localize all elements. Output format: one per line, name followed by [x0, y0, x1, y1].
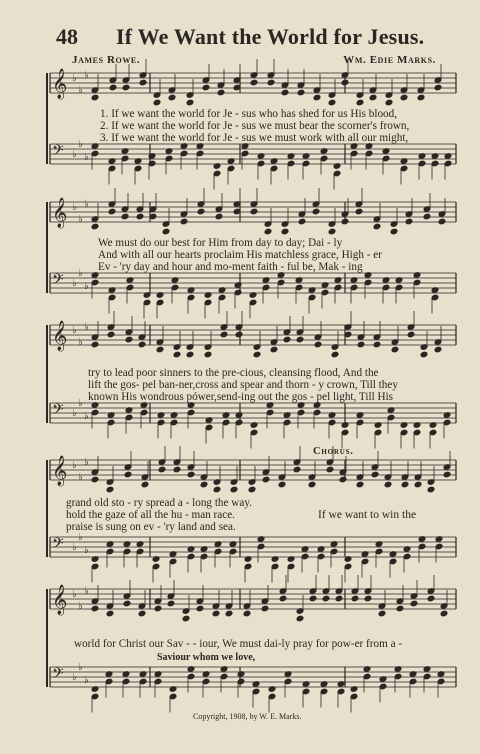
note-head: [296, 336, 304, 343]
note-head: [213, 486, 221, 493]
note-head: [298, 218, 306, 225]
note-head: [167, 600, 175, 607]
flat-icon: ♭: [72, 73, 77, 84]
lyric-chorus-start: If we want to win the: [318, 509, 417, 521]
lyric-verse3-line4: praise is sung on ev - 'ry land and sea.: [66, 521, 236, 533]
note-head: [328, 228, 336, 235]
note-head: [293, 466, 301, 473]
note-head: [356, 99, 364, 106]
flat-icon: ♭: [84, 411, 89, 422]
note-head: [200, 481, 208, 488]
bass-clef-icon: 𝄢: [52, 142, 64, 163]
flat-icon: ♭: [84, 457, 89, 468]
composer-credit: Wm. Edie Marks.: [343, 54, 436, 66]
note-head: [351, 595, 359, 602]
note-head: [91, 476, 99, 483]
note-head: [326, 466, 334, 473]
note-head: [385, 99, 393, 106]
flat-icon: ♭: [78, 662, 83, 673]
note-head: [405, 218, 413, 225]
lyric-verse1-line4: grand old sto - ry spread a - long the way.: [66, 497, 252, 509]
note-head: [173, 351, 181, 358]
flat-icon: ♭: [72, 589, 77, 600]
flat-icon: ♭: [84, 675, 89, 686]
note-head: [364, 595, 372, 602]
note-head: [313, 94, 321, 101]
note-head: [235, 331, 243, 338]
note-head: [309, 595, 317, 602]
bass-clef-icon: 𝄢: [52, 401, 64, 422]
note-head: [196, 605, 204, 612]
flat-icon: ♭: [84, 199, 89, 210]
note-head: [173, 466, 181, 473]
note-head: [440, 610, 448, 617]
flat-icon: ♭: [84, 322, 89, 333]
note-head: [314, 341, 322, 348]
note-head: [125, 336, 133, 343]
flat-icon: ♭: [72, 202, 77, 213]
note-head: [296, 615, 304, 622]
treble-clef-icon: 𝄞: [52, 198, 68, 228]
flat-icon: ♭: [78, 601, 83, 612]
note-head: [180, 218, 188, 225]
note-head: [283, 336, 291, 343]
flat-icon: ♭: [84, 545, 89, 556]
note-head: [335, 595, 343, 602]
lyric-verse1-line1: 1. If we want the world for Je - sus who has shed for us His blood,: [100, 108, 398, 120]
note-head: [139, 79, 147, 86]
note-head: [187, 471, 195, 478]
note-head: [267, 79, 275, 86]
note-head: [427, 595, 435, 602]
note-head: [410, 600, 418, 607]
lyric-verse1-line2: We must do our best for Him from day to day; Dai - ly: [98, 237, 343, 249]
copyright-notice: Copyright, 1908, by W. E. Marks.: [193, 712, 302, 721]
note-head: [423, 213, 431, 220]
note-head: [106, 610, 114, 617]
flat-icon: ♭: [72, 325, 77, 336]
flat-icon: ♭: [78, 532, 83, 543]
note-head: [396, 605, 404, 612]
note-head: [158, 466, 166, 473]
note-head: [250, 208, 258, 215]
chorus-label: Chorus.: [313, 446, 354, 457]
flat-icon: ♭: [78, 398, 83, 409]
note-head: [434, 84, 442, 91]
note-head: [162, 228, 170, 235]
flat-icon: ♭: [84, 70, 89, 81]
note-head: [204, 351, 212, 358]
note-head: [264, 228, 272, 235]
note-head: [91, 341, 99, 348]
lyric-verse2-line2: And with all our hearts proclaim His matchless grace, High - er: [98, 249, 382, 261]
note-head: [312, 208, 320, 215]
note-head: [154, 605, 162, 612]
lyric-chorus-alternate: Saviour whom we love,: [157, 652, 256, 663]
note-head: [281, 228, 289, 235]
note-head: [371, 471, 379, 478]
note-head: [356, 481, 364, 488]
note-head: [400, 94, 408, 101]
bass-clef-icon: 𝄢: [52, 665, 64, 686]
note-head: [328, 99, 336, 106]
note-head: [341, 218, 349, 225]
note-head: [407, 331, 415, 338]
lyric-verse2-line1: 2. If we want the world for Je - sus we must bear the scorner's frown,: [100, 120, 410, 132]
note-head: [91, 605, 99, 612]
lyricist-credit: James Rowe.: [72, 54, 141, 66]
flat-icon: ♭: [78, 85, 83, 96]
note-head: [438, 218, 446, 225]
note-head: [138, 341, 146, 348]
note-head: [297, 89, 305, 96]
note-head: [373, 223, 381, 230]
note-head: [434, 346, 442, 353]
note-head: [168, 94, 176, 101]
note-head: [281, 89, 289, 96]
note-head: [279, 595, 287, 602]
note-head: [243, 610, 251, 617]
flat-icon: ♭: [78, 139, 83, 150]
lyric-verse2-line4: hold the gaze of all the hu - man race.: [66, 509, 235, 521]
flat-icon: ♭: [78, 337, 83, 348]
note-head: [217, 89, 225, 96]
note-head: [220, 331, 228, 338]
note-head: [369, 94, 377, 101]
lyric-verse3-line2: Ev - 'ry day and hour and mo-ment faith - ful be, Mak - ing: [98, 261, 363, 273]
note-head: [106, 486, 114, 493]
note-head: [322, 595, 330, 602]
note-head: [197, 208, 205, 215]
note-head: [141, 481, 149, 488]
note-head: [91, 223, 99, 230]
note-head: [417, 94, 425, 101]
bass-clef-icon: 𝄢: [52, 535, 64, 556]
flat-icon: ♭: [84, 152, 89, 163]
note-head: [339, 476, 347, 483]
flat-icon: ♭: [84, 586, 89, 597]
note-head: [384, 481, 392, 488]
note-head: [230, 486, 238, 493]
note-head: [121, 213, 129, 220]
treble-clef-icon: 𝄞: [52, 321, 68, 351]
note-head: [138, 610, 146, 617]
note-head: [261, 605, 269, 612]
hymn-title: If We Want the World for Jesus.: [116, 24, 425, 49]
lyric-verse1-line3: try to lead poor sinners to the pre-cious, cleansing flood, And the: [88, 367, 379, 379]
note-head: [373, 341, 381, 348]
note-head: [250, 79, 258, 86]
flat-icon: ♭: [78, 268, 83, 279]
flat-icon: ♭: [72, 460, 77, 471]
note-head: [378, 610, 386, 617]
note-head: [270, 346, 278, 353]
note-head: [414, 481, 422, 488]
note-head: [215, 213, 223, 220]
note-head: [156, 346, 164, 353]
note-head: [124, 471, 132, 478]
flat-icon: ♭: [84, 281, 89, 292]
note-head: [225, 610, 233, 617]
note-head: [390, 228, 398, 235]
note-head: [278, 481, 286, 488]
flat-icon: ♭: [78, 214, 83, 225]
note-head: [308, 481, 316, 488]
note-head: [123, 600, 131, 607]
flat-icon: ♭: [72, 149, 77, 160]
note-head: [182, 615, 190, 622]
note-head: [202, 84, 210, 91]
note-head: [108, 208, 116, 215]
note-head: [186, 99, 194, 106]
lyric-verse3-line3: known His wondrous pówer,send-ing out the gos - pel light, Till His: [88, 391, 394, 403]
note-head: [107, 331, 115, 338]
lyric-verse2-line3: lift the gos- pel ban-ner,cross and spear and thorn - y crown, Till they: [88, 379, 398, 391]
flat-icon: ♭: [72, 672, 77, 683]
note-head: [253, 351, 261, 358]
note-head: [262, 476, 270, 483]
note-head: [427, 486, 435, 493]
flat-icon: ♭: [72, 278, 77, 289]
note-head: [248, 486, 256, 493]
note-head: [331, 351, 339, 358]
note-head: [109, 84, 117, 91]
lyric-chorus-line1: world for Christ our Sav - - iour, We must dai-ly pray for pow-er from a -: [74, 638, 403, 650]
lyric-verse3-line1: 3. If we want the world for Je - sus we must work with all our might,: [100, 132, 409, 144]
treble-clef-icon: 𝄞: [52, 456, 68, 486]
note-head: [355, 208, 363, 215]
note-head: [122, 84, 130, 91]
note-head: [391, 346, 399, 353]
note-head: [443, 471, 451, 478]
flat-icon: ♭: [72, 542, 77, 553]
flat-icon: ♭: [78, 472, 83, 483]
note-head: [91, 94, 99, 101]
note-head: [357, 341, 365, 348]
bass-clef-icon: 𝄢: [52, 271, 64, 292]
flat-icon: ♭: [72, 408, 77, 419]
treble-clef-icon: 𝄞: [52, 585, 68, 615]
treble-clef-icon: 𝄞: [52, 69, 68, 99]
note-head: [420, 351, 428, 358]
note-head: [153, 99, 161, 106]
note-head: [212, 610, 220, 617]
note-head: [186, 351, 194, 358]
hymn-number: 48: [56, 24, 78, 49]
note-head: [341, 79, 349, 86]
note-head: [401, 481, 409, 488]
note-head: [136, 213, 144, 220]
